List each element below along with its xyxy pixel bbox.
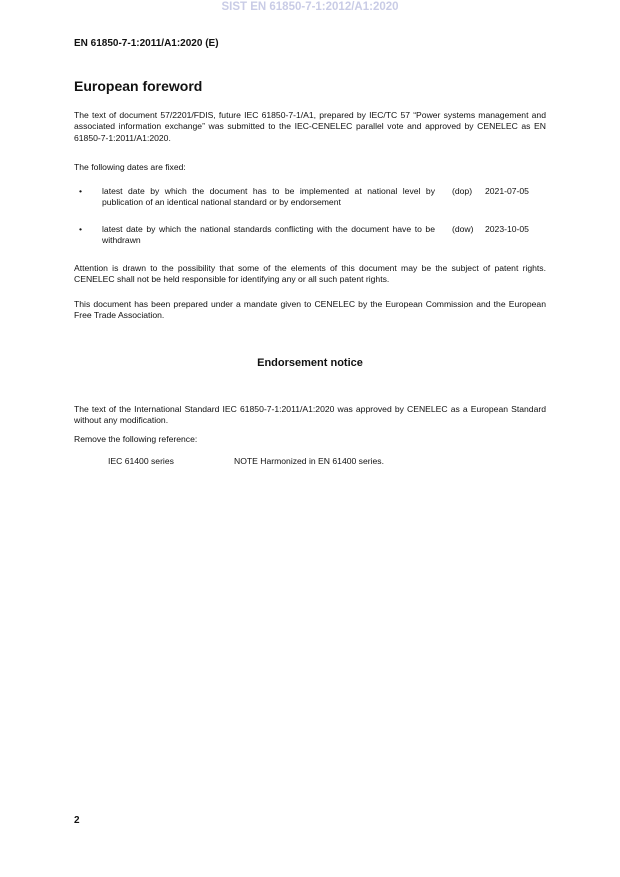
page-number: 2 — [74, 815, 80, 826]
bullet-icon: • — [79, 224, 83, 234]
date-item-code: (dow) — [452, 224, 474, 234]
date-item-text: latest date by which the document has to be implemented at national level by publication of an identical national standard or by endorsement — [102, 186, 435, 208]
endorsement-title: Endorsement notice — [257, 357, 363, 369]
mandate-notice: This document has been prepared under a mandate given to CENELEC by the European Commission and the European Free Trade Association. — [74, 299, 546, 321]
bullet-icon: • — [79, 186, 83, 196]
endorsement-text: The text of the International Standard IEC 61850-7-1:2011/A1:2020 was approved by CENELEC as a European Standard without any modification. — [74, 404, 546, 426]
dates-intro: The following dates are fixed: — [74, 162, 186, 172]
foreword-title: European foreword — [74, 78, 203, 94]
watermark: SIST EN 61850-7-1:2012/A1:2020 — [221, 1, 399, 13]
remove-reference-label: Remove the following reference: — [74, 434, 198, 444]
date-item-code: (dop) — [452, 186, 473, 196]
date-item-date: 2021-07-05 — [485, 186, 529, 196]
document-header: EN 61850-7-1:2011/A1:2020 (E) — [74, 38, 219, 49]
reference-note: NOTE Harmonized in EN 61400 series. — [234, 456, 384, 466]
foreword-intro: The text of document 57/2201/FDIS, future IEC 61850-7-1/A1, prepared by IEC/TC 57 “Power systems management and associated information exchange” was submitted to the IEC-CENELEC parallel vote and approved by CENELEC as EN 61850-7-1:2011/A1:2020. — [74, 110, 546, 143]
patent-notice: Attention is drawn to the possibility that some of the elements of this document may be the subject of patent rights. CENELEC shall not be held responsible for identifying any or all such patent rights. — [74, 263, 546, 285]
date-item-date: 2023-10-05 — [485, 224, 529, 234]
reference-id: IEC 61400 series — [108, 456, 174, 466]
date-item-text: latest date by which the national standards conflicting with the document have to be withdrawn — [102, 224, 435, 246]
